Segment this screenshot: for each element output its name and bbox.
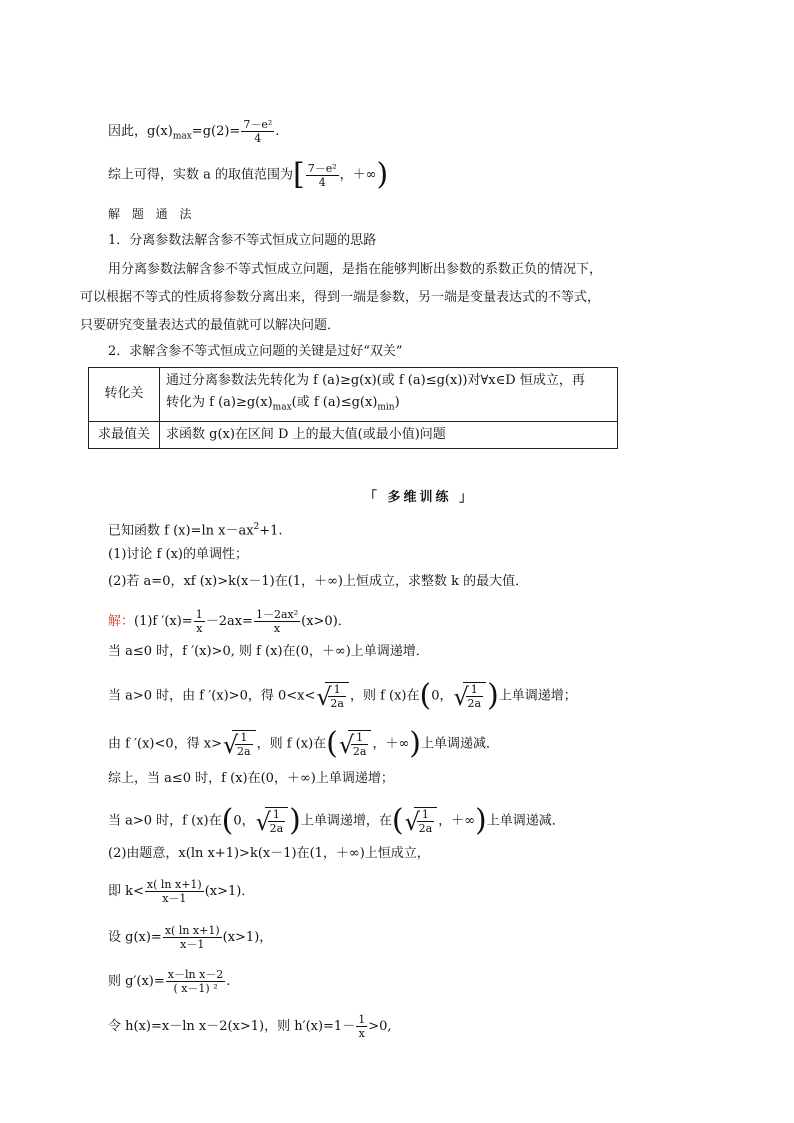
- section-title: 「 多维训练 」: [364, 490, 476, 505]
- solution-line: 即 k< $\frac{\text{x( ln x+1)}}{x-1}$ (x>1)．: [108, 878, 255, 905]
- sqrt: √ $\frac{1}{2a}$: [223, 730, 256, 758]
- table-cell: 求函数 g(x)在区间 D 上的最大值(或最小值)问题: [160, 421, 618, 448]
- solution-label: 解：: [108, 614, 135, 629]
- fraction: $\frac{\text{x( ln x+1)}}{x-1}$: [146, 878, 202, 905]
- table-cell-head: 求最值关: [89, 421, 160, 448]
- solution-line: 解：(1)f ′(x)= $\frac{1}{x}$ －2ax= $\frac{\text{1－2ax²}}{x}$ (x>0)．: [108, 608, 351, 635]
- method-table: [88, 367, 618, 449]
- sqrt: √ $\frac{1}{2a}$: [339, 730, 372, 758]
- table-cell-head: 转化关: [89, 368, 160, 422]
- table-row: [89, 368, 618, 422]
- table-cell: 通过分离参数法先转化为 f (a)≥g(x)(或 f (a)≤g(x))对∀x∈D 恒成立，再 转化为 f $(a)\ge g(x)_{max}$(或 f $(a)\le g(x)_{min}$): [160, 368, 618, 422]
- solution-line: 由 f ′(x)<0，得 x> √ $\frac{1}{2a}$ ，则 f (x)在( √ $\frac{1}{2a}$ ，＋∞)上单调递减．: [108, 726, 500, 761]
- solution-line: (2)由题意，x(ln x+1)>k(x－1)在(1，＋∞)上恒成立，: [108, 846, 430, 861]
- sqrt: √ $\frac{1}{2a}$: [405, 807, 438, 835]
- line-g-max: 因此，$g(x)_{max}=g(2)=$ $\frac{\text{7－e²}}{4}$ .: [108, 118, 280, 145]
- sqrt: √ $\frac{1}{2a}$: [256, 807, 289, 835]
- paragraph-line: 可以根据不等式的性质将参数分离出来，得到一端是参数，另一端是变量表达式的不等式，: [80, 290, 601, 305]
- problem-part-1: (1)讨论 f (x)的单调性；: [108, 547, 248, 562]
- solution-line: 则 g′(x)= $\frac{\text{x－ln x－2}}{\text{( x－1) ²}}$ .: [108, 968, 231, 995]
- problem-part-2: (2)若 a=0，xf (x)>k(x－1)在(1，＋∞)上恒成立，求整数 k 的最大值．: [108, 574, 529, 589]
- solution-line: 当 a≤0 时，f ′(x)>0, 则 f (x)在(0，＋∞)上单调递增．: [108, 644, 429, 659]
- method-point-1: 1．分离参数法解含参不等式恒成立问题的思路: [108, 233, 377, 248]
- problem-statement: 已知函数 f (x)=ln $x-ax^2+1$.: [108, 522, 283, 539]
- line-range-conclusion: 综上可得，实数 a 的取值范围为[ $\frac{\text{7－e²}}{4}$ ，＋∞): [108, 157, 389, 192]
- fraction: $\frac{\text{7－e²}}{4}$: [243, 118, 273, 145]
- sqrt: √ $\frac{1}{2a}$: [316, 682, 349, 710]
- fraction: $\frac{\text{1－2ax²}}{x}$: [255, 608, 299, 635]
- method-point-2: 2．求解含参不等式恒成立问题的关键是过好“双关”: [108, 344, 403, 359]
- fraction: $\frac{1}{x}$: [195, 608, 203, 635]
- paragraph-line: 只要研究变量表达式的最值就可以解决问题．: [80, 318, 341, 333]
- method-heading: 解 题 通 法: [108, 207, 196, 221]
- fraction: $\frac{\text{x－ln x－2}}{\text{( x－1) ²}}$: [167, 968, 224, 995]
- fraction: $\frac{\text{x( ln x+1)}}{x-1}$: [164, 924, 220, 951]
- solution-line: 设 g(x)= $\frac{\text{x( ln x+1)}}{x-1}$ (x>1)，: [108, 924, 273, 951]
- paragraph-line: 用分离参数法解含参不等式恒成立问题，是指在能够判断出参数的系数正负的情况下，: [108, 262, 603, 277]
- sqrt: √ $\frac{1}{2a}$: [454, 682, 487, 710]
- solution-line: 当 a>0 时，f (x)在(0， √ $\frac{1}{2a}$ )上单调递增，在( √ $\frac{1}{2a}$ ，＋∞)上单调递减．: [108, 803, 565, 838]
- solution-line: 当 a>0 时，由 f ′(x)>0，得 0<x< √ $\frac{1}{2a}$ ，则 f (x)在(0， √ $\frac{1}{2a}$ )上单调递增；: [108, 678, 577, 713]
- fraction: $\frac{\text{7－e²}}{4}$: [307, 161, 337, 189]
- fraction: $\frac{1}{x}$: [358, 1013, 366, 1040]
- solution-line: 综上，当 a≤0 时，f (x)在(0，＋∞)上单调递增；: [108, 771, 394, 786]
- table-row: [89, 421, 618, 448]
- solution-line: 令 h(x)=x－ln x－2(x>1)，则 h′(x)=1－ $\frac{1}{x}$ >0,: [108, 1013, 392, 1040]
